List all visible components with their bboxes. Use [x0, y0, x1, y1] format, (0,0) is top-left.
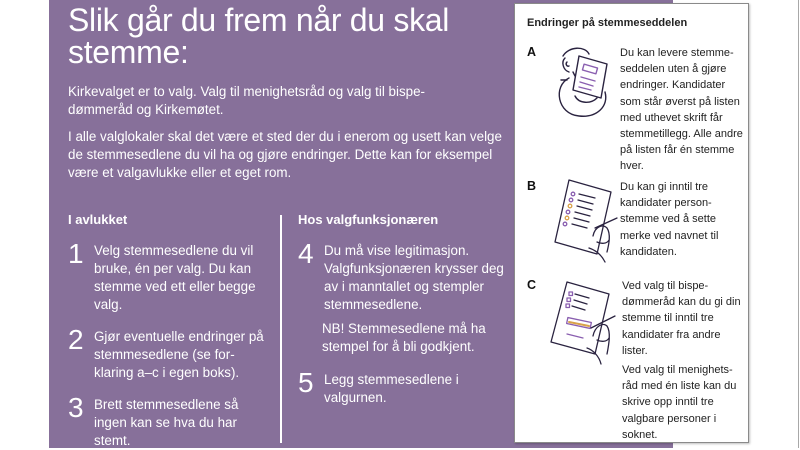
hand-marking-ballot-icon: [537, 174, 625, 264]
page-edge-rule: [798, 0, 799, 448]
stamp-note: NB! Stemmesedlene må ha stempel for å bli godkjent.: [322, 321, 486, 354]
step-2: [68, 324, 268, 382]
step-text: Velg stemmesedlene du vil bruke, én per valg. Du kan stemme ved ett eller begge valg.: [94, 243, 256, 312]
step-number: 2: [68, 324, 84, 355]
step-4: [298, 238, 518, 314]
column-divider: [280, 215, 282, 443]
step-5: [298, 367, 518, 407]
step-number: 5: [298, 367, 314, 398]
intro-paragraph-1: Kirkevalget er to valg. Valg til menighetsråd og valg til bispe-dømmeråd og Kirkemøtet.: [68, 84, 426, 117]
ballot-changes-box: [514, 3, 749, 443]
column-heading-avlukket: I avlukket: [68, 212, 128, 227]
step-number: 4: [298, 238, 314, 269]
step-3: [68, 392, 268, 450]
step-text: Brett stemmesedlene så ingen kan se hva du har stemt.: [94, 397, 239, 448]
item-a-text: Du kan levere stemme-seddelen uten å gjøre endringer. Kandidater som står øverst på listen med uthevet skrift får stemmetillegg. Alle andre på listen får én stemme hver.: [620, 47, 743, 173]
person-reading-ballot-icon: [545, 42, 625, 122]
step-text: Gjør eventuelle endringer på stemmesedlene (se for-klaring a–c i egen boks).: [94, 329, 264, 380]
item-b-text: Du kan gi inntil tre kandidater person-stemme ved å sette merke ved navnet til kandidaten.: [620, 181, 719, 258]
step-number: 3: [68, 392, 84, 423]
item-c-text-2: Ved valg til menighets-råd med én liste kan du skrive opp inntil tre valgbare personer i soknet.: [622, 364, 737, 441]
step-number: 1: [68, 238, 84, 269]
item-c-text-1: Ved valg til bispe-dømmeråd kan du gi din stemme til inntil tre kandidater fra andre lister.: [622, 280, 741, 357]
step-1: [68, 238, 268, 314]
page-title: Slik går du frem når du skal stemme:: [68, 2, 450, 70]
hand-writing-ballot-icon: [537, 276, 625, 366]
box-title: Endringer på stemmeseddelen: [527, 17, 688, 29]
column-heading-valgfunksjonaeren: Hos valgfunksjonæren: [298, 212, 439, 227]
intro-paragraph-2: I alle valglokaler skal det være et sted der du i enerom og usett kan velge de stemmesedlene du vil ha og gjøre endringer. Dette kan for eksempel være et valgavlukke eller et eget rom.: [68, 129, 502, 180]
item-letter-c: C: [527, 278, 537, 292]
item-letter-b: B: [527, 179, 537, 193]
step-text: Legg stemmesedlene i valgurnen.: [324, 372, 459, 405]
step-text: Du må vise legitimasjon. Valgfunksjonæren krysser deg av i manntallet og stempler stemmesedlene.: [324, 243, 504, 312]
item-letter-a: A: [527, 45, 537, 59]
